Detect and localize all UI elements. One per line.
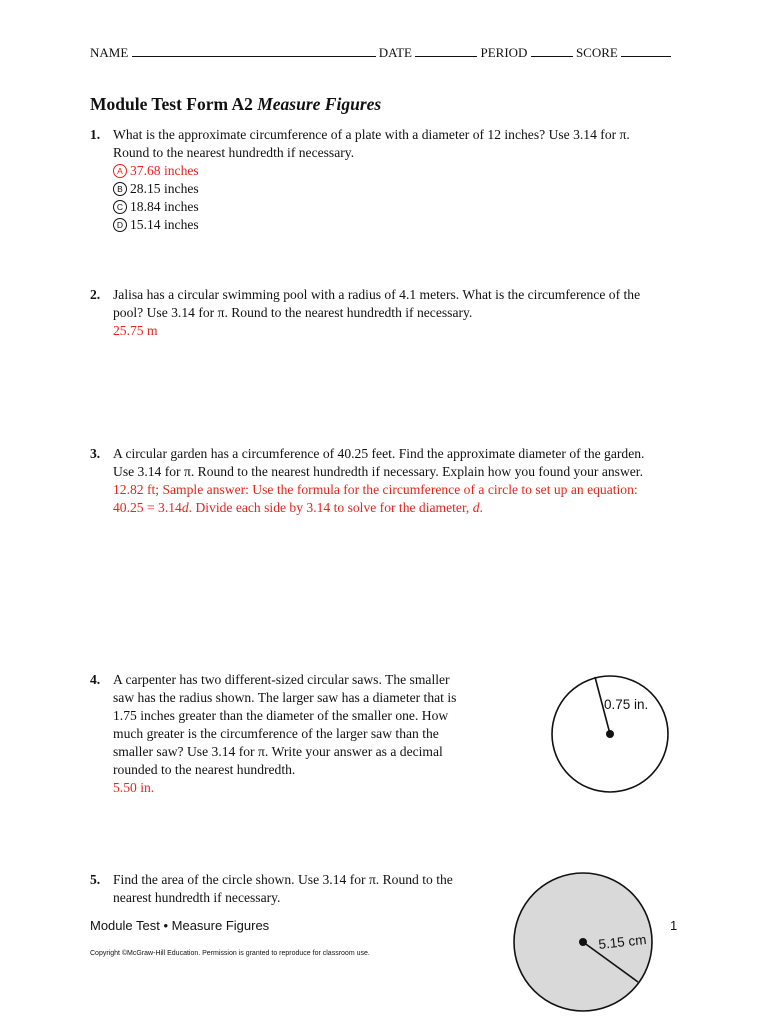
question-5 xyxy=(90,871,465,907)
question-text: A circular garden has a circumference of 40.25 feet. Find the approximate diameter of the garden. Use 3.14 for π. Round to the nearest hundredth if necessary. Explain how you found your answer. xyxy=(113,446,645,479)
radius-label: 0.75 in. xyxy=(604,697,649,712)
footer-module-name: Module Test • Measure Figures xyxy=(90,918,270,933)
score-label: SCORE xyxy=(575,45,618,60)
score-blank xyxy=(621,44,671,57)
area-circle-figure xyxy=(510,866,670,1024)
date-blank xyxy=(415,44,477,57)
page-title xyxy=(90,94,381,115)
center-point xyxy=(606,730,614,738)
question-1 xyxy=(90,126,656,234)
option-text: 37.68 inches xyxy=(130,163,199,178)
radius-label: 5.15 cm xyxy=(597,932,648,952)
question-3 xyxy=(90,445,656,517)
bubble-d-icon: D xyxy=(113,218,127,232)
title-sub: Measure Figures xyxy=(257,94,382,114)
name-label: NAME xyxy=(90,45,129,60)
option-text: 28.15 inches xyxy=(130,181,199,196)
answer-text: 25.75 m xyxy=(113,323,158,338)
question-4 xyxy=(90,671,465,797)
name-blank xyxy=(132,44,376,57)
center-point xyxy=(579,938,587,946)
option-b[interactable] xyxy=(113,180,656,198)
question-text: Find the area of the circle shown. Use 3.14 for π. Round to the nearest hundredth if necessary. xyxy=(113,872,453,905)
question-number: 1. xyxy=(90,127,101,142)
question-number: 5. xyxy=(90,872,101,887)
answer-text xyxy=(113,481,656,517)
option-c[interactable] xyxy=(113,198,656,216)
option-text: 15.14 inches xyxy=(130,217,199,232)
question-2 xyxy=(90,286,656,340)
question-number: 4. xyxy=(90,672,101,687)
answer-part: . xyxy=(479,500,483,515)
bubble-c-icon: C xyxy=(113,200,127,214)
page-number: 1 xyxy=(670,918,678,933)
title-main: Module Test Form A2 xyxy=(90,94,253,114)
bubble-a-icon: A xyxy=(113,164,127,178)
answer-part: . Divide each side by 3.14 to solve for the diameter, xyxy=(188,500,473,515)
answer-variable: d xyxy=(472,500,480,515)
answer-variable: d xyxy=(181,500,189,515)
date-label: DATE xyxy=(378,45,412,60)
answer-part: 12.82 ft; Sample answer: Use the formula for the circumference of a circle to set up an equation: 40.25 = 3.14 xyxy=(113,482,638,515)
option-a[interactable] xyxy=(113,162,656,180)
bubble-b-icon: B xyxy=(113,182,127,196)
answer-text: 5.50 in. xyxy=(113,780,155,795)
option-d[interactable] xyxy=(113,216,656,234)
question-number: 3. xyxy=(90,446,101,461)
question-text: A carpenter has two different-sized circular saws. The smaller saw has the radius shown. The larger saw has a diameter that is 1.75 inches greater than the diameter of the smaller one. How much greater is the circumference of the larger saw than the smaller saw? Use 3.14 for π. Write your answer as a decimal rounded to the nearest hundredth. xyxy=(113,672,457,777)
period-blank xyxy=(531,44,573,57)
question-text: Jalisa has a circular swimming pool with a radius of 4.1 meters. What is the circumference of the pool? Use 3.14 for π. Round to the nearest hundredth if necessary. xyxy=(113,287,641,320)
student-info-header xyxy=(90,44,670,61)
copyright-notice: Copyright ©McGraw-Hill Education. Permission is granted to reproduce for classroom use. xyxy=(90,950,370,957)
question-number: 2. xyxy=(90,287,101,302)
question-text: What is the approximate circumference of a plate with a diameter of 12 inches? Use 3.14 for π. Round to the nearest hundredth if necessary. xyxy=(113,127,630,160)
period-label: PERIOD xyxy=(480,45,528,60)
option-text: 18.84 inches xyxy=(130,199,199,214)
small-saw-circle-figure xyxy=(540,664,690,814)
